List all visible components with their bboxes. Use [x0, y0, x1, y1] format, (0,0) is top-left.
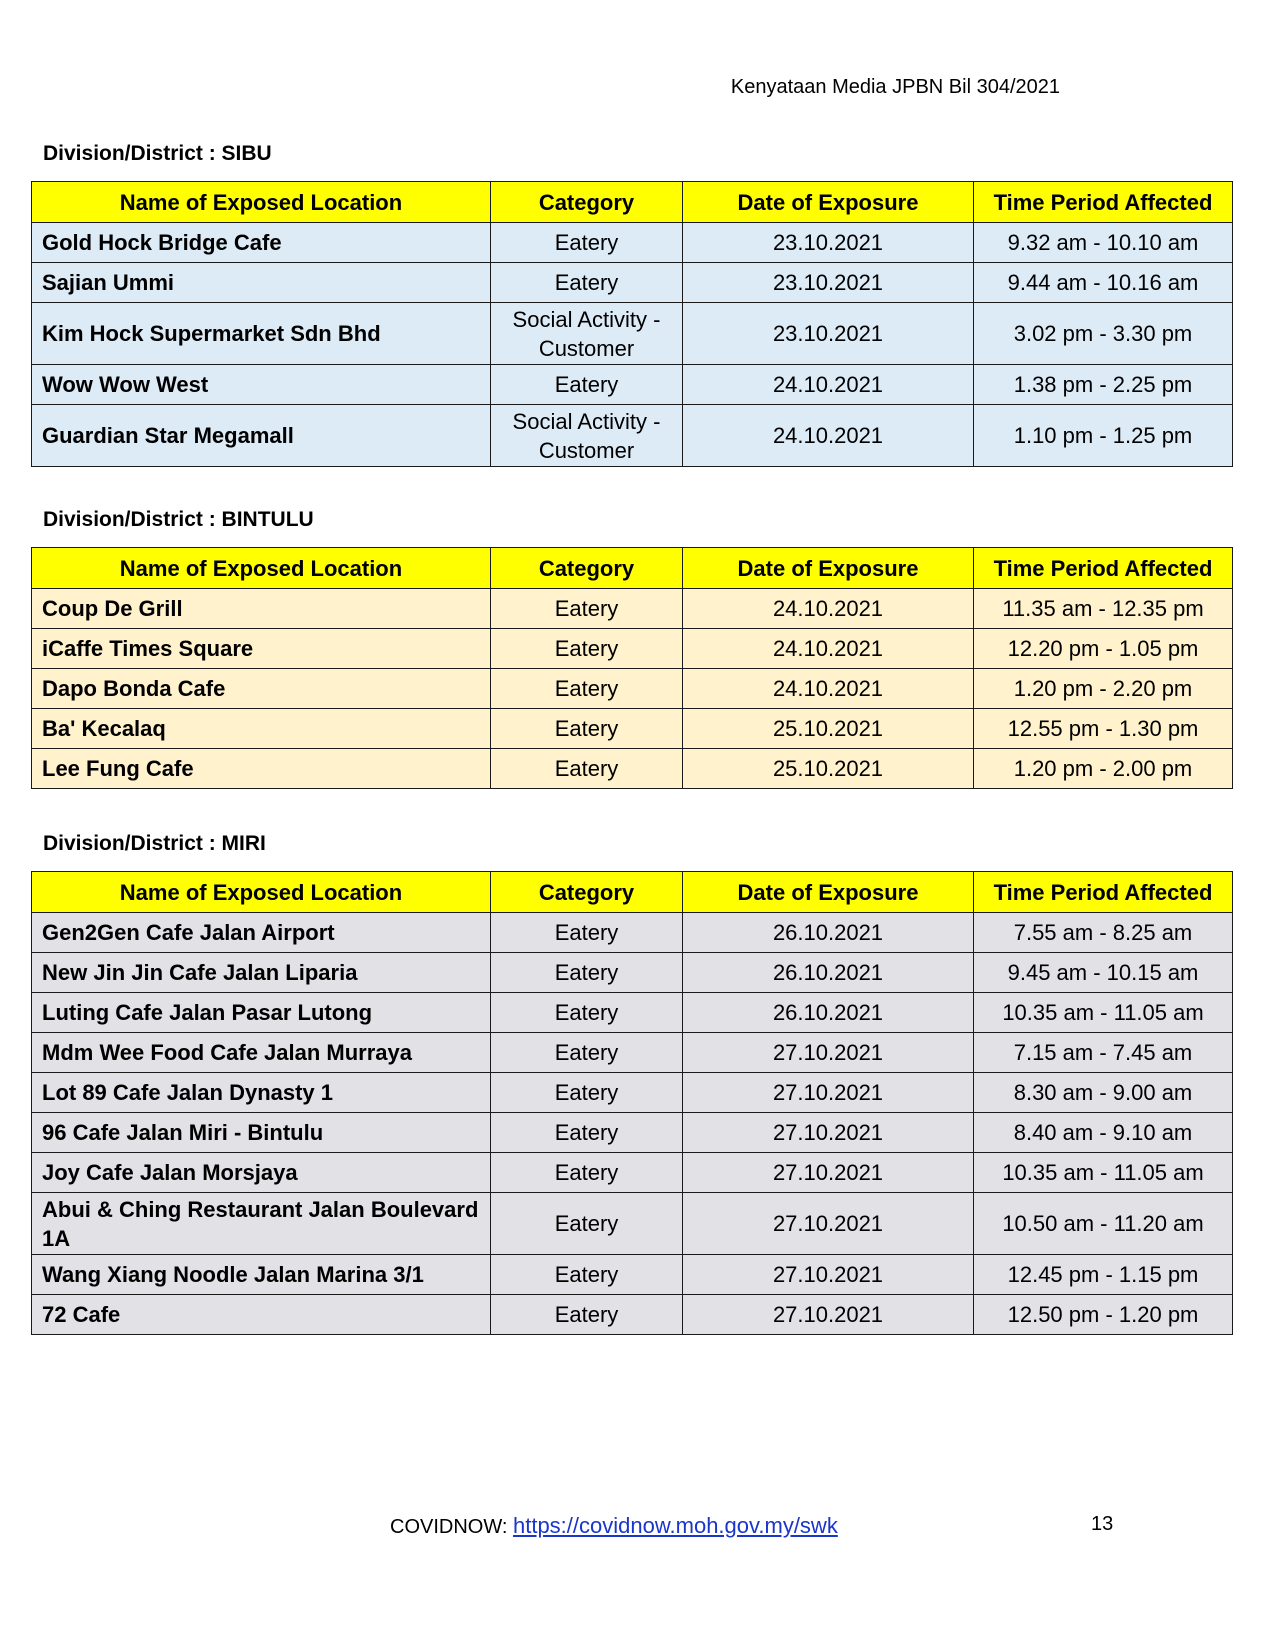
location-cell: 72 Cafe: [32, 1295, 491, 1335]
table-row: [32, 223, 1233, 263]
table-row: [32, 263, 1233, 303]
date-cell: 27.10.2021: [683, 1073, 974, 1113]
table-row: [32, 993, 1233, 1033]
table-row: [32, 1295, 1233, 1335]
category-cell: Eatery: [491, 629, 683, 669]
table-row: [32, 1255, 1233, 1295]
location-cell: Luting Cafe Jalan Pasar Lutong: [32, 993, 491, 1033]
header-category: Category: [491, 182, 683, 223]
footer-label: COVIDNOW:: [390, 1516, 508, 1538]
table-row: [32, 365, 1233, 405]
location-cell: Coup De Grill: [32, 589, 491, 629]
header-location: Name of Exposed Location: [32, 182, 491, 223]
time-cell: 1.10 pm - 1.25 pm: [974, 405, 1233, 467]
table-row: [32, 1113, 1233, 1153]
date-cell: 27.10.2021: [683, 1255, 974, 1295]
location-cell: Kim Hock Supermarket Sdn Bhd: [32, 303, 491, 365]
header-date: Date of Exposure: [683, 182, 974, 223]
table-sibu: [31, 181, 1233, 467]
table-header-row: [32, 182, 1233, 223]
date-cell: 23.10.2021: [683, 303, 974, 365]
time-cell: 10.35 am - 11.05 am: [974, 993, 1233, 1033]
table-row: [32, 913, 1233, 953]
date-cell: 27.10.2021: [683, 1193, 974, 1255]
category-cell: Eatery: [491, 1113, 683, 1153]
location-cell: New Jin Jin Cafe Jalan Liparia: [32, 953, 491, 993]
category-cell: Eatery: [491, 749, 683, 789]
page-number: 13: [1091, 1513, 1114, 1535]
table-miri: [31, 871, 1233, 1335]
media-statement-reference: Kenyataan Media JPBN Bil 304/2021: [730, 76, 1060, 98]
location-cell: Mdm Wee Food Cafe Jalan Murraya: [32, 1033, 491, 1073]
table-row: [32, 669, 1233, 709]
time-cell: 12.45 pm - 1.15 pm: [974, 1255, 1233, 1295]
time-cell: 8.30 am - 9.00 am: [974, 1073, 1233, 1113]
table-header-row: [32, 548, 1233, 589]
date-cell: 23.10.2021: [683, 263, 974, 303]
section-title-bintulu: Division/District : BINTULU: [43, 508, 314, 531]
location-cell: Guardian Star Megamall: [32, 405, 491, 467]
table-header-row: [32, 872, 1233, 913]
location-cell: Dapo Bonda Cafe: [32, 669, 491, 709]
date-cell: 23.10.2021: [683, 223, 974, 263]
time-cell: 7.15 am - 7.45 am: [974, 1033, 1233, 1073]
header-category: Category: [491, 548, 683, 589]
date-cell: 27.10.2021: [683, 1153, 974, 1193]
date-cell: 26.10.2021: [683, 913, 974, 953]
time-cell: 9.32 am - 10.10 am: [974, 223, 1233, 263]
location-cell: iCaffe Times Square: [32, 629, 491, 669]
header-location: Name of Exposed Location: [32, 548, 491, 589]
date-cell: 26.10.2021: [683, 953, 974, 993]
time-cell: 9.44 am - 10.16 am: [974, 263, 1233, 303]
category-cell: Eatery: [491, 1255, 683, 1295]
footer: [390, 1513, 838, 1539]
category-cell: Eatery: [491, 709, 683, 749]
category-cell: Eatery: [491, 913, 683, 953]
location-cell: Gold Hock Bridge Cafe: [32, 223, 491, 263]
location-cell: Joy Cafe Jalan Morsjaya: [32, 1153, 491, 1193]
time-cell: 11.35 am - 12.35 pm: [974, 589, 1233, 629]
category-cell: Eatery: [491, 669, 683, 709]
category-cell: Eatery: [491, 589, 683, 629]
date-cell: 24.10.2021: [683, 405, 974, 467]
table-row: [32, 709, 1233, 749]
time-cell: 12.50 pm - 1.20 pm: [974, 1295, 1233, 1335]
header-time: Time Period Affected: [974, 182, 1233, 223]
date-cell: 25.10.2021: [683, 749, 974, 789]
header-date: Date of Exposure: [683, 872, 974, 913]
table-row: [32, 303, 1233, 365]
category-cell: Eatery: [491, 365, 683, 405]
category-cell: Eatery: [491, 993, 683, 1033]
category-cell: Social Activity - Customer: [491, 405, 683, 467]
location-cell: Abui & Ching Restaurant Jalan Boulevard 1A: [32, 1193, 491, 1255]
table-bintulu: [31, 547, 1233, 789]
location-cell: Wow Wow West: [32, 365, 491, 405]
category-cell: Eatery: [491, 1033, 683, 1073]
date-cell: 27.10.2021: [683, 1033, 974, 1073]
time-cell: 1.20 pm - 2.00 pm: [974, 749, 1233, 789]
time-cell: 8.40 am - 9.10 am: [974, 1113, 1233, 1153]
category-cell: Eatery: [491, 1193, 683, 1255]
table-row: [32, 629, 1233, 669]
category-cell: Eatery: [491, 1295, 683, 1335]
date-cell: 27.10.2021: [683, 1113, 974, 1153]
category-cell: Eatery: [491, 1073, 683, 1113]
time-cell: 7.55 am - 8.25 am: [974, 913, 1233, 953]
date-cell: 24.10.2021: [683, 629, 974, 669]
time-cell: 10.35 am - 11.05 am: [974, 1153, 1233, 1193]
covidnow-link[interactable]: https://covidnow.moh.gov.my/swk: [512, 1513, 838, 1538]
section-title-sibu: Division/District : SIBU: [43, 142, 272, 165]
date-cell: 25.10.2021: [683, 709, 974, 749]
time-cell: 12.20 pm - 1.05 pm: [974, 629, 1233, 669]
category-cell: Eatery: [491, 263, 683, 303]
time-cell: 1.20 pm - 2.20 pm: [974, 669, 1233, 709]
time-cell: 3.02 pm - 3.30 pm: [974, 303, 1233, 365]
category-cell: Social Activity - Customer: [491, 303, 683, 365]
location-cell: Sajian Ummi: [32, 263, 491, 303]
table-row: [32, 1153, 1233, 1193]
category-cell: Eatery: [491, 953, 683, 993]
date-cell: 26.10.2021: [683, 993, 974, 1033]
header-time: Time Period Affected: [974, 872, 1233, 913]
location-cell: Ba' Kecalaq: [32, 709, 491, 749]
table-row: [32, 1033, 1233, 1073]
time-cell: 1.38 pm - 2.25 pm: [974, 365, 1233, 405]
date-cell: 27.10.2021: [683, 1295, 974, 1335]
header-date: Date of Exposure: [683, 548, 974, 589]
location-cell: Lot 89 Cafe Jalan Dynasty 1: [32, 1073, 491, 1113]
header-time: Time Period Affected: [974, 548, 1233, 589]
location-cell: 96 Cafe Jalan Miri - Bintulu: [32, 1113, 491, 1153]
table-row: [32, 405, 1233, 467]
time-cell: 12.55 pm - 1.30 pm: [974, 709, 1233, 749]
section-title-miri: Division/District : MIRI: [43, 832, 266, 855]
header-location: Name of Exposed Location: [32, 872, 491, 913]
header-category: Category: [491, 872, 683, 913]
category-cell: Eatery: [491, 223, 683, 263]
table-row: [32, 749, 1233, 789]
table-row: [32, 1073, 1233, 1113]
table-row: [32, 589, 1233, 629]
location-cell: Wang Xiang Noodle Jalan Marina 3/1: [32, 1255, 491, 1295]
date-cell: 24.10.2021: [683, 365, 974, 405]
category-cell: Eatery: [491, 1153, 683, 1193]
date-cell: 24.10.2021: [683, 589, 974, 629]
time-cell: 9.45 am - 10.15 am: [974, 953, 1233, 993]
table-row: [32, 953, 1233, 993]
time-cell: 10.50 am - 11.20 am: [974, 1193, 1233, 1255]
location-cell: Lee Fung Cafe: [32, 749, 491, 789]
location-cell: Gen2Gen Cafe Jalan Airport: [32, 913, 491, 953]
table-row: [32, 1193, 1233, 1255]
date-cell: 24.10.2021: [683, 669, 974, 709]
